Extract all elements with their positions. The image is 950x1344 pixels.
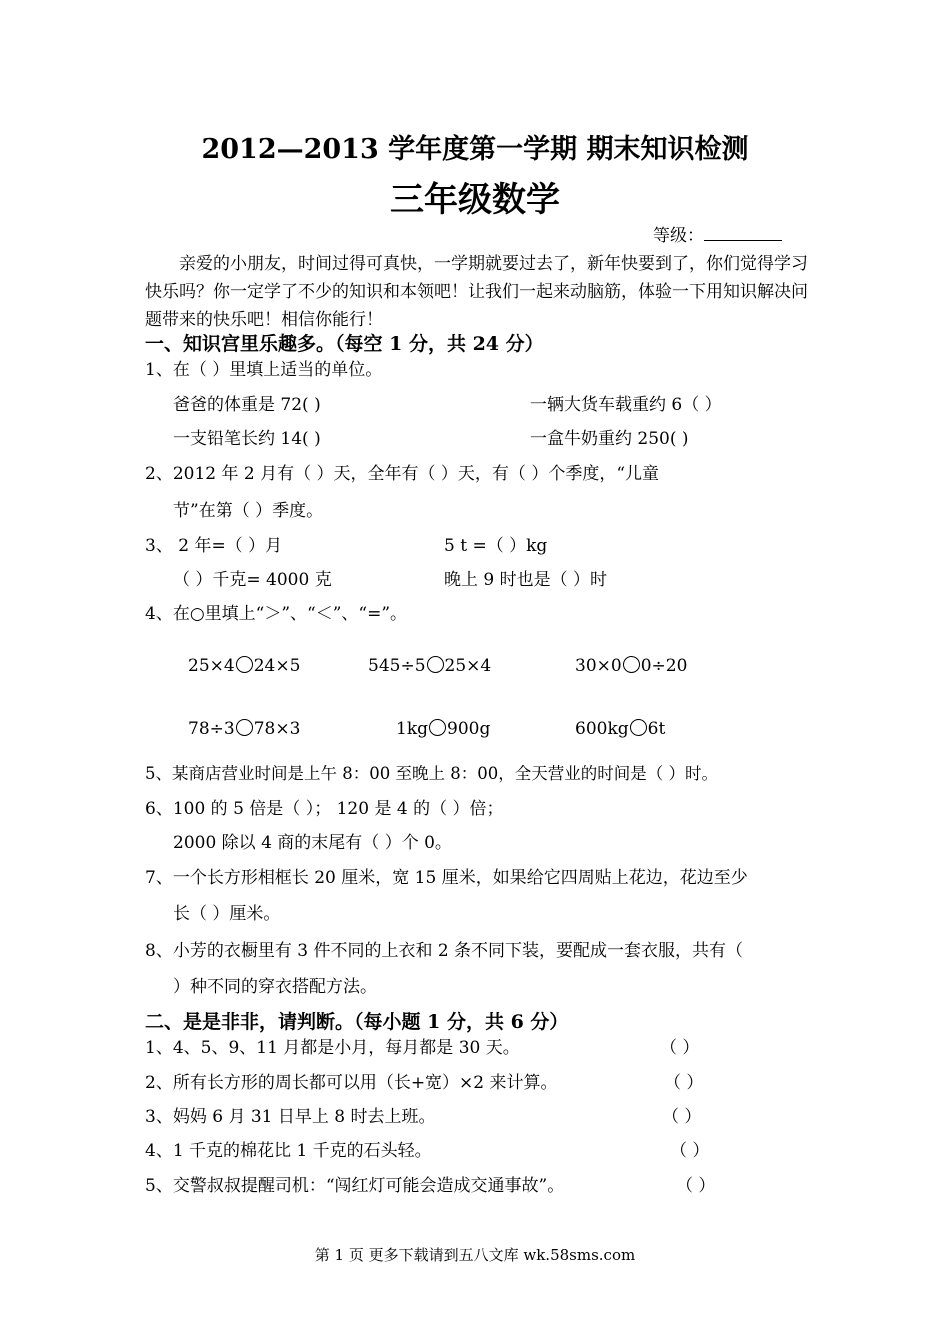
judge-item-1-paren[interactable]: （ ） [660, 1038, 700, 1058]
section1-heading: 一、知识宫里乐趣多。（每空 1 分，共 24 分） [145, 333, 544, 355]
q6-line1: 6、100 的 5 倍是（ ）； 120 是 4 的（ ）倍； [145, 799, 504, 819]
q1-stem: 1、在（ ）里填上适当的单位。 [145, 360, 383, 380]
judge-item-4-paren[interactable]: （ ） [670, 1141, 710, 1161]
judge-item-2-paren[interactable]: （ ） [664, 1073, 704, 1093]
q4-compare-6 [575, 719, 665, 738]
section2-heading: 二、是是非非，请判断。（每小题 1 分，共 6 分） [145, 1011, 569, 1033]
q4-compare-1 [188, 656, 300, 675]
intro-paragraph: 亲爱的小朋友，时间过得可真快，一学期就要过去了，新年快要到了，你们觉得学习快乐吗？你一定学了不少的知识和本领吧！让我们一起来动脑筋，体验一下用知识解决问题带来的快乐吧！相信你能行！ [145, 254, 808, 330]
q4-left: 1kg [396, 719, 428, 739]
q4-right: 25×4 [444, 656, 492, 676]
judge-item-3-text: 3、妈妈 6 月 31 日早上 8 时去上班。 [145, 1107, 436, 1127]
q1-item-b: 一辆大货车载重约 6（ ） [530, 395, 722, 415]
q4-right: 6t [647, 719, 666, 739]
q7-line1: 7、一个长方形相框长 20 厘米，宽 15 厘米，如果给它四周贴上花边，花边至少 [145, 868, 748, 888]
grade-field [653, 226, 782, 245]
compare-circle[interactable] [427, 656, 444, 673]
q4-left: 25×4 [188, 656, 235, 676]
q4-stem: 4、在○里填上“＞”、“＜”、“=”。 [145, 604, 408, 624]
q4-compare-2 [368, 656, 491, 675]
q1-item-c: 一支铅笔长约 14( ) [173, 429, 321, 449]
compare-circle[interactable] [236, 719, 253, 736]
q4-right: 900g [447, 719, 491, 739]
q4-left: 30×0 [575, 656, 622, 676]
q2-line1: 2、2012 年 2 月有（ ）天，全年有（ ）天，有（ ）个季度，“儿童 [145, 464, 660, 484]
q4-compare-3 [575, 656, 687, 675]
q3-item-a: 3、 2 年=（ ）月 [145, 536, 283, 556]
q4-compare-4 [188, 719, 300, 738]
subject-title: 三年级数学 [390, 180, 560, 220]
grade-label: 等级： [653, 226, 704, 246]
q6-line2: 2000 除以 4 商的末尾有（ ）个 0。 [173, 833, 452, 853]
compare-circle[interactable] [630, 719, 647, 736]
q4-left: 545÷5 [368, 656, 426, 676]
compare-circle[interactable] [623, 656, 640, 673]
judge-item-1-text: 1、4、5、9、11 月都是小月，每月都是 30 天。 [145, 1038, 520, 1058]
q4-left: 600kg [575, 719, 629, 739]
q4-right: 78×3 [253, 719, 301, 739]
q4-right: 24×5 [253, 656, 301, 676]
q8-line2: ）种不同的穿衣搭配方法。 [173, 977, 377, 997]
compare-circle[interactable] [236, 656, 253, 673]
q4-right: 0÷20 [640, 656, 688, 676]
q3-item-c: （ ）千克= 4000 克 [173, 570, 332, 590]
q8-line1: 8、小芳的衣橱里有 3 件不同的上衣和 2 条不同下装，要配成一套衣服，共有（ [145, 941, 744, 961]
q3-item-d: 晚上 9 时也是（ ）时 [444, 570, 608, 590]
q4-compare-5 [396, 719, 490, 738]
exam-title: 2012—2013 学年度第一学期 期末知识检测 [201, 134, 749, 165]
grade-blank [704, 226, 782, 241]
q4-left: 78÷3 [188, 719, 235, 739]
q1-item-a: 爸爸的体重是 72( ) [173, 395, 321, 415]
q5: 5、某商店营业时间是上午 8：00 至晚上 8：00，全天营业的时间是（ ）时。 [145, 764, 718, 783]
judge-item-5-text: 5、交警叔叔提醒司机：“闯红灯可能会造成交通事故”。 [145, 1176, 565, 1196]
judge-item-5-paren[interactable]: （ ） [676, 1176, 716, 1196]
page-footer: 第 1 页 更多下载请到五八文库 wk.58sms.com [314, 1246, 636, 1264]
judge-item-4-text: 4、1 千克的棉花比 1 千克的石头轻。 [145, 1141, 432, 1161]
q2-line2: 节”在第（ ）季度。 [173, 501, 324, 521]
q1-item-d: 一盒牛奶重约 250( ) [530, 429, 689, 449]
q3-item-b: 5 t =（ ）kg [444, 536, 548, 556]
compare-circle[interactable] [429, 719, 446, 736]
q7-line2: 长（ ）厘米。 [173, 904, 281, 924]
judge-item-3-paren[interactable]: （ ） [662, 1107, 702, 1127]
judge-item-2-text: 2、所有长方形的周长都可以用（长+宽）×2 来计算。 [145, 1073, 558, 1093]
